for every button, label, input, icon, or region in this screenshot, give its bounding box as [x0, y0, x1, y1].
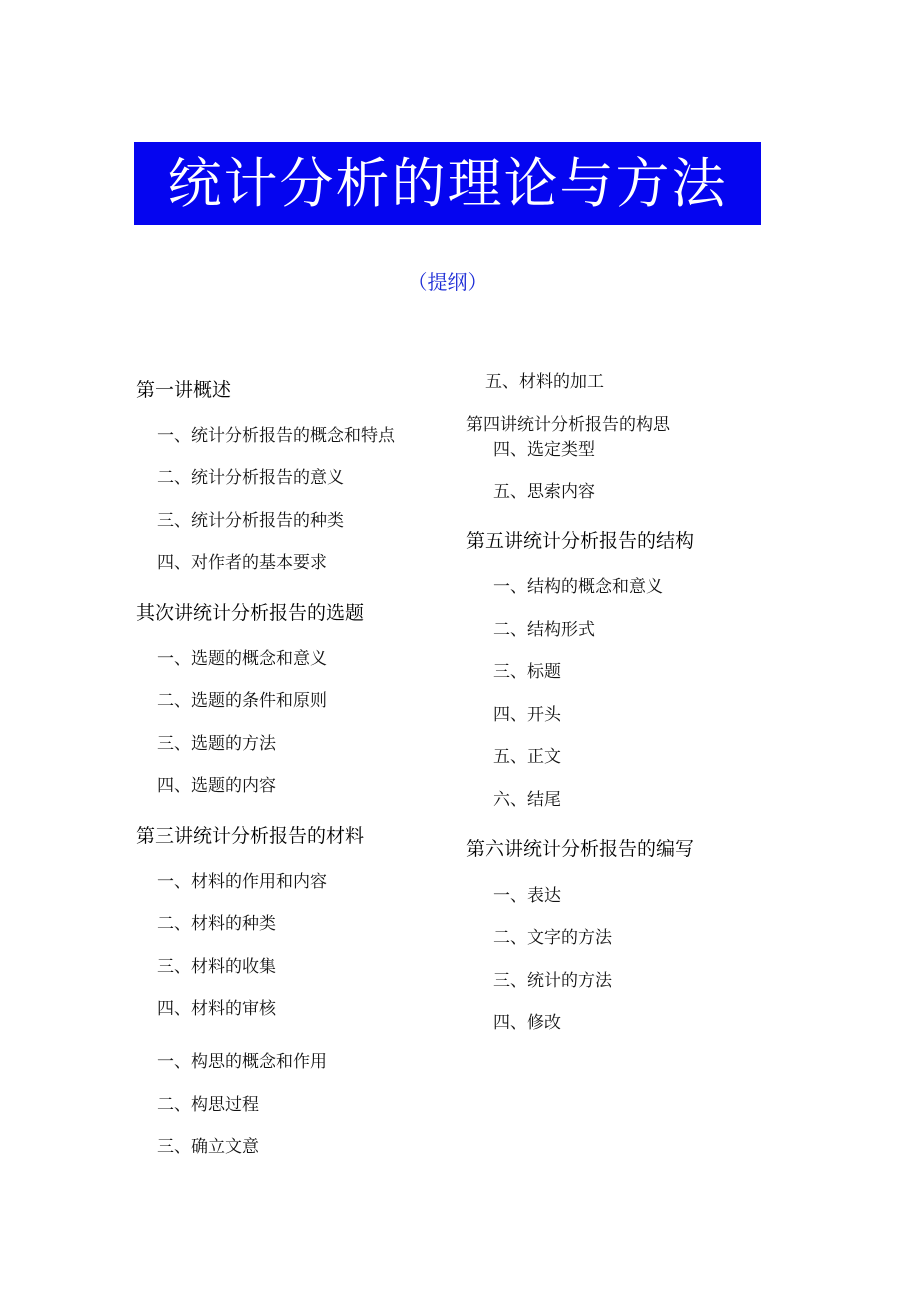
lecture-6-item: 三、统计的方法 [493, 971, 612, 991]
lecture-6-item: 二、文字的方法 [493, 928, 612, 948]
lecture-4-item: 二、构思过程 [157, 1095, 259, 1115]
lecture-3-item: 三、材料的收集 [157, 957, 276, 977]
document-title: 统计分析的理论与方法 [167, 151, 728, 215]
lecture-5-item: 四、开头 [493, 705, 561, 725]
lecture-4-item: 五、思索内容 [493, 482, 595, 502]
document-subtitle: （提纲） [407, 270, 488, 294]
lecture-3-item: 五、材料的加工 [485, 372, 604, 392]
lecture-5-item: 六、结尾 [493, 790, 561, 810]
lecture-4-item: 一、构思的概念和作用 [157, 1052, 327, 1072]
lecture-2-item: 一、选题的概念和意义 [157, 649, 327, 669]
lecture-6-item: 四、修改 [493, 1013, 561, 1033]
title-banner [134, 142, 761, 225]
lecture-1-item: 二、统计分析报告的意义 [157, 468, 344, 488]
lecture-4-item: 三、确立文意 [157, 1137, 259, 1157]
lecture-2-item: 二、选题的条件和原则 [157, 691, 327, 711]
lecture-4-heading: 第四讲统计分析报告的构思 [466, 415, 670, 435]
lecture-1-item: 一、统计分析报告的概念和特点 [157, 426, 395, 446]
lecture-5-item: 五、正文 [493, 747, 561, 767]
lecture-6-heading: 第六讲统计分析报告的编写 [466, 838, 695, 860]
lecture-1-heading: 第一讲概述 [136, 379, 232, 401]
lecture-3-item: 二、材料的种类 [157, 914, 276, 934]
lecture-3-item: 一、材料的作用和内容 [157, 872, 327, 892]
lecture-2-item: 四、选题的内容 [157, 776, 276, 796]
lecture-6-item: 一、表达 [493, 886, 561, 906]
lecture-4-item: 四、选定类型 [493, 440, 595, 460]
lecture-1-item: 三、统计分析报告的种类 [157, 511, 344, 531]
lecture-2-item: 三、选题的方法 [157, 734, 276, 754]
lecture-3-heading: 第三讲统计分析报告的材料 [136, 825, 365, 847]
lecture-5-item: 三、标题 [493, 662, 561, 682]
lecture-5-heading: 第五讲统计分析报告的结构 [466, 530, 695, 552]
lecture-2-heading: 其次讲统计分析报告的选题 [136, 602, 365, 624]
lecture-3-item: 四、材料的审核 [157, 999, 276, 1019]
lecture-1-item: 四、对作者的基本要求 [157, 553, 327, 573]
lecture-5-item: 二、结构形式 [493, 620, 595, 640]
lecture-5-item: 一、结构的概念和意义 [493, 577, 663, 597]
